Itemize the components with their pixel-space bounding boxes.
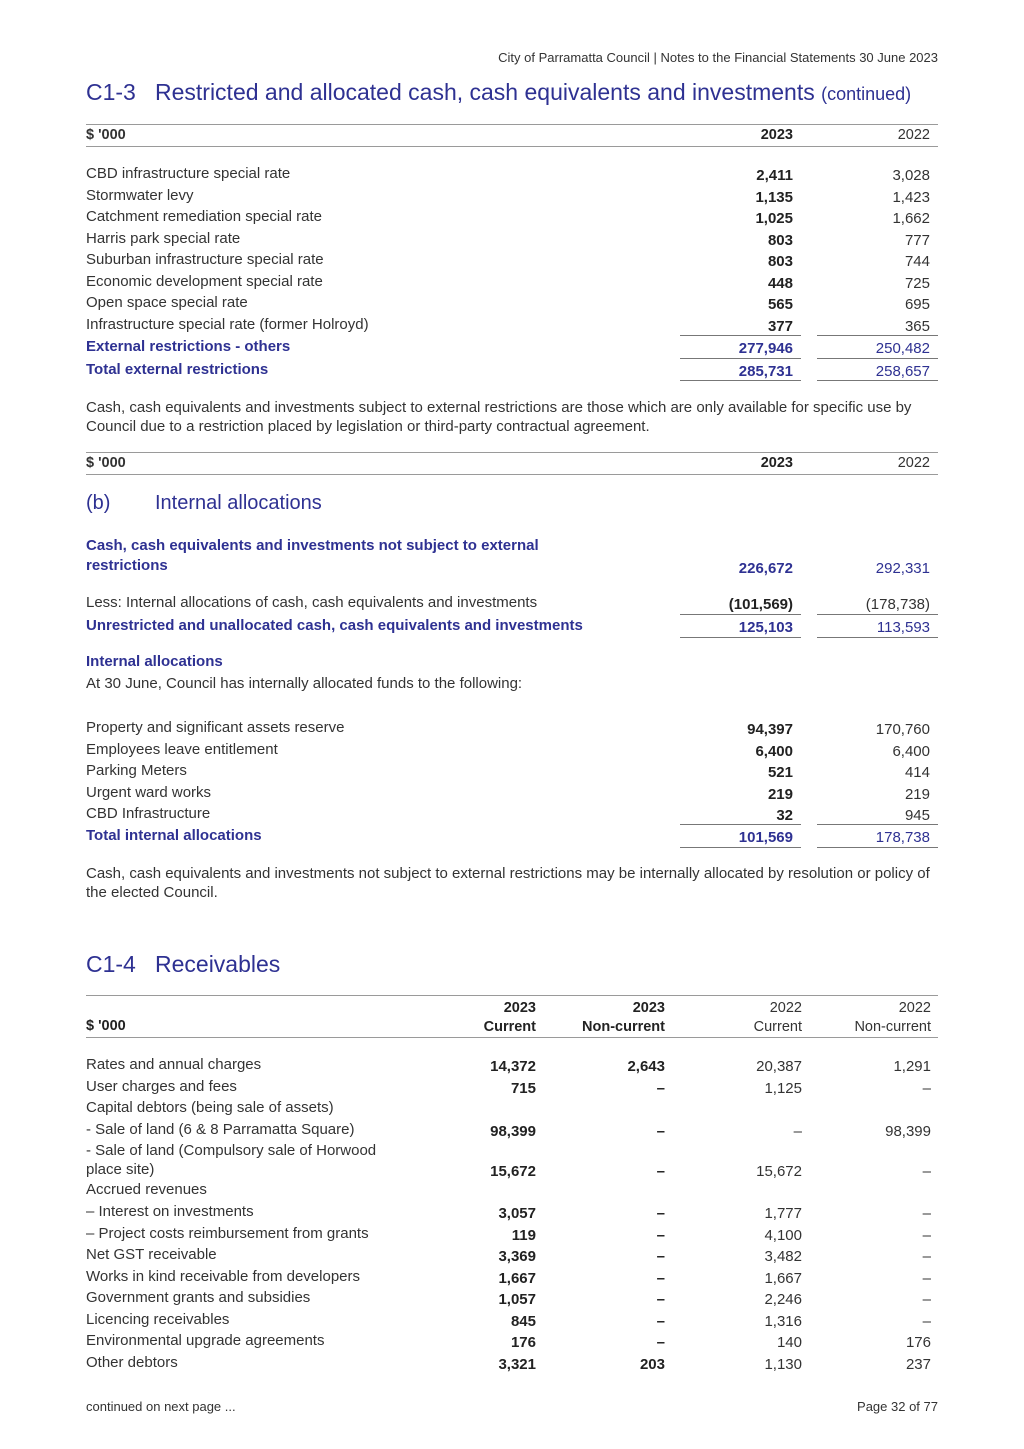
col-2022-current: 2022 Current bbox=[753, 1000, 802, 1035]
table-row: Property and significant assets reserve 94,397 170,760 bbox=[86, 719, 930, 738]
total-rule bbox=[680, 380, 801, 381]
unrestricted-row: Unrestricted and unallocated cash, cash equivalents and investments 125,103 113,593 bbox=[86, 617, 930, 636]
unit-label: $ '000 bbox=[86, 1018, 126, 1034]
table-row: Rates and annual charges 14,372 2,643 20,387 1,291 bbox=[86, 1056, 931, 1075]
table-row: Accrued revenues bbox=[86, 1181, 207, 1198]
table-header bbox=[86, 452, 938, 475]
table-row: Net GST receivable 3,369 – 3,482 – bbox=[86, 1246, 931, 1265]
table-row: CBD Infrastructure 32 945 bbox=[86, 805, 930, 824]
col-2023-current: 2023 Current bbox=[483, 1000, 536, 1035]
total-rule bbox=[817, 637, 938, 638]
not-subject-values: 226,672 292,331 bbox=[738, 560, 930, 577]
section-title-text: Receivables bbox=[155, 951, 281, 977]
table-header bbox=[86, 124, 938, 147]
table-row: Catchment remediation special rate 1,025 1,662 bbox=[86, 208, 930, 227]
table-row: Parking Meters 521 414 bbox=[86, 762, 930, 781]
table-row: User charges and fees 715 – 1,125 – bbox=[86, 1078, 931, 1097]
section-title-c1-4 bbox=[86, 951, 280, 978]
internal-allocations-note: Cash, cash equivalents and investments not subject to external restrictions may be internally allocated by resolution or policy of the elected Council. bbox=[86, 865, 930, 901]
table-row: Other debtors 3,321 203 1,130 237 bbox=[86, 1354, 931, 1373]
unit-label: $ '000 bbox=[86, 127, 126, 143]
table-row: – Project costs reimbursement from grants 119 – 4,100 – bbox=[86, 1225, 931, 1244]
table-row: Harris park special rate 803 777 bbox=[86, 230, 930, 249]
section-number: C1-4 bbox=[86, 951, 136, 977]
total-internal-allocations-row: Total internal allocations 101,569 178,738 bbox=[86, 827, 930, 846]
total-rule bbox=[680, 637, 801, 638]
running-header: City of Parramatta Council | Notes to the Financial Statements 30 June 2023 bbox=[498, 50, 938, 65]
table-row: Suburban infrastructure special rate 803 744 bbox=[86, 251, 930, 270]
total-rule bbox=[680, 847, 801, 848]
total-rule bbox=[817, 847, 938, 848]
internal-allocations-intro: At 30 June, Council has internally allocated funds to the following: bbox=[86, 675, 523, 692]
col-2022-noncurrent: 2022 Non-current bbox=[854, 1000, 931, 1035]
section-title-c1-3 bbox=[86, 79, 911, 106]
continued-label: (continued) bbox=[821, 84, 912, 104]
external-restrictions-note: Cash, cash equivalents and investments subject to external restrictions are those which are only available for specific use by Council due to a restriction placed by legislation or third-party contractual agreement. bbox=[86, 399, 912, 435]
total-rule bbox=[817, 380, 938, 381]
table-row: Works in kind receivable from developers 1,667 – 1,667 – bbox=[86, 1268, 931, 1287]
table-row: Urgent ward works 219 219 bbox=[86, 784, 930, 803]
table-row: Licencing receivables 845 – 1,316 – bbox=[86, 1311, 931, 1330]
table-row: - Sale of land (6 & 8 Parramatta Square) 98,399 – – 98,399 bbox=[86, 1121, 931, 1140]
table-row: Open space special rate 565 695 bbox=[86, 294, 930, 313]
receivables-table-header bbox=[86, 995, 938, 1038]
table-row: Stormwater levy 1,135 1,423 bbox=[86, 187, 930, 206]
table-row: – Interest on investments 3,057 – 1,777 – bbox=[86, 1203, 931, 1222]
year-2023-header: 2023 bbox=[760, 127, 793, 143]
table-row: CBD infrastructure special rate 2,411 3,028 bbox=[86, 165, 930, 184]
table-row: Capital debtors (being sale of assets) bbox=[86, 1099, 334, 1116]
table-row: Government grants and subsidies 1,057 – 2,246 – bbox=[86, 1289, 931, 1308]
year-2022-header: 2022 bbox=[897, 455, 930, 471]
external-restrictions-others-row: External restrictions - others 277,946 250,482 bbox=[86, 338, 930, 357]
year-2023-header: 2023 bbox=[760, 455, 793, 471]
continued-footer: continued on next page ... bbox=[86, 1399, 236, 1414]
table-row: Environmental upgrade agreements 176 – 140 176 bbox=[86, 1332, 931, 1351]
table-row: Economic development special rate 448 725 bbox=[86, 273, 930, 292]
less-internal-allocations-row: Less: Internal allocations of cash, cash equivalents and investments (101,569) (178,738) bbox=[86, 594, 930, 613]
page-number: Page 32 of 77 bbox=[857, 1399, 938, 1414]
not-subject-label: Cash, cash equivalents and investments not subject to external restrictions bbox=[86, 537, 539, 574]
col-2023-noncurrent: 2023 Non-current bbox=[582, 1000, 665, 1035]
table-row: Employees leave entitlement 6,400 6,400 bbox=[86, 741, 930, 760]
year-2022-header: 2022 bbox=[897, 127, 930, 143]
internal-allocations-heading: Internal allocations bbox=[86, 653, 223, 670]
table-row: - Sale of land (Compulsory sale of Horwood place site) 15,672 – 15,672 – bbox=[86, 1142, 931, 1180]
total-external-restrictions-row: Total external restrictions 285,731 258,657 bbox=[86, 361, 930, 380]
section-title-text: Restricted and allocated cash, cash equivalents and investments bbox=[155, 79, 815, 105]
table-row: Infrastructure special rate (former Holroyd) 377 365 bbox=[86, 316, 930, 335]
section-number: C1-3 bbox=[86, 79, 136, 105]
subsection-title-b: (b) Internal allocations bbox=[86, 492, 322, 514]
unit-label: $ '000 bbox=[86, 455, 126, 471]
